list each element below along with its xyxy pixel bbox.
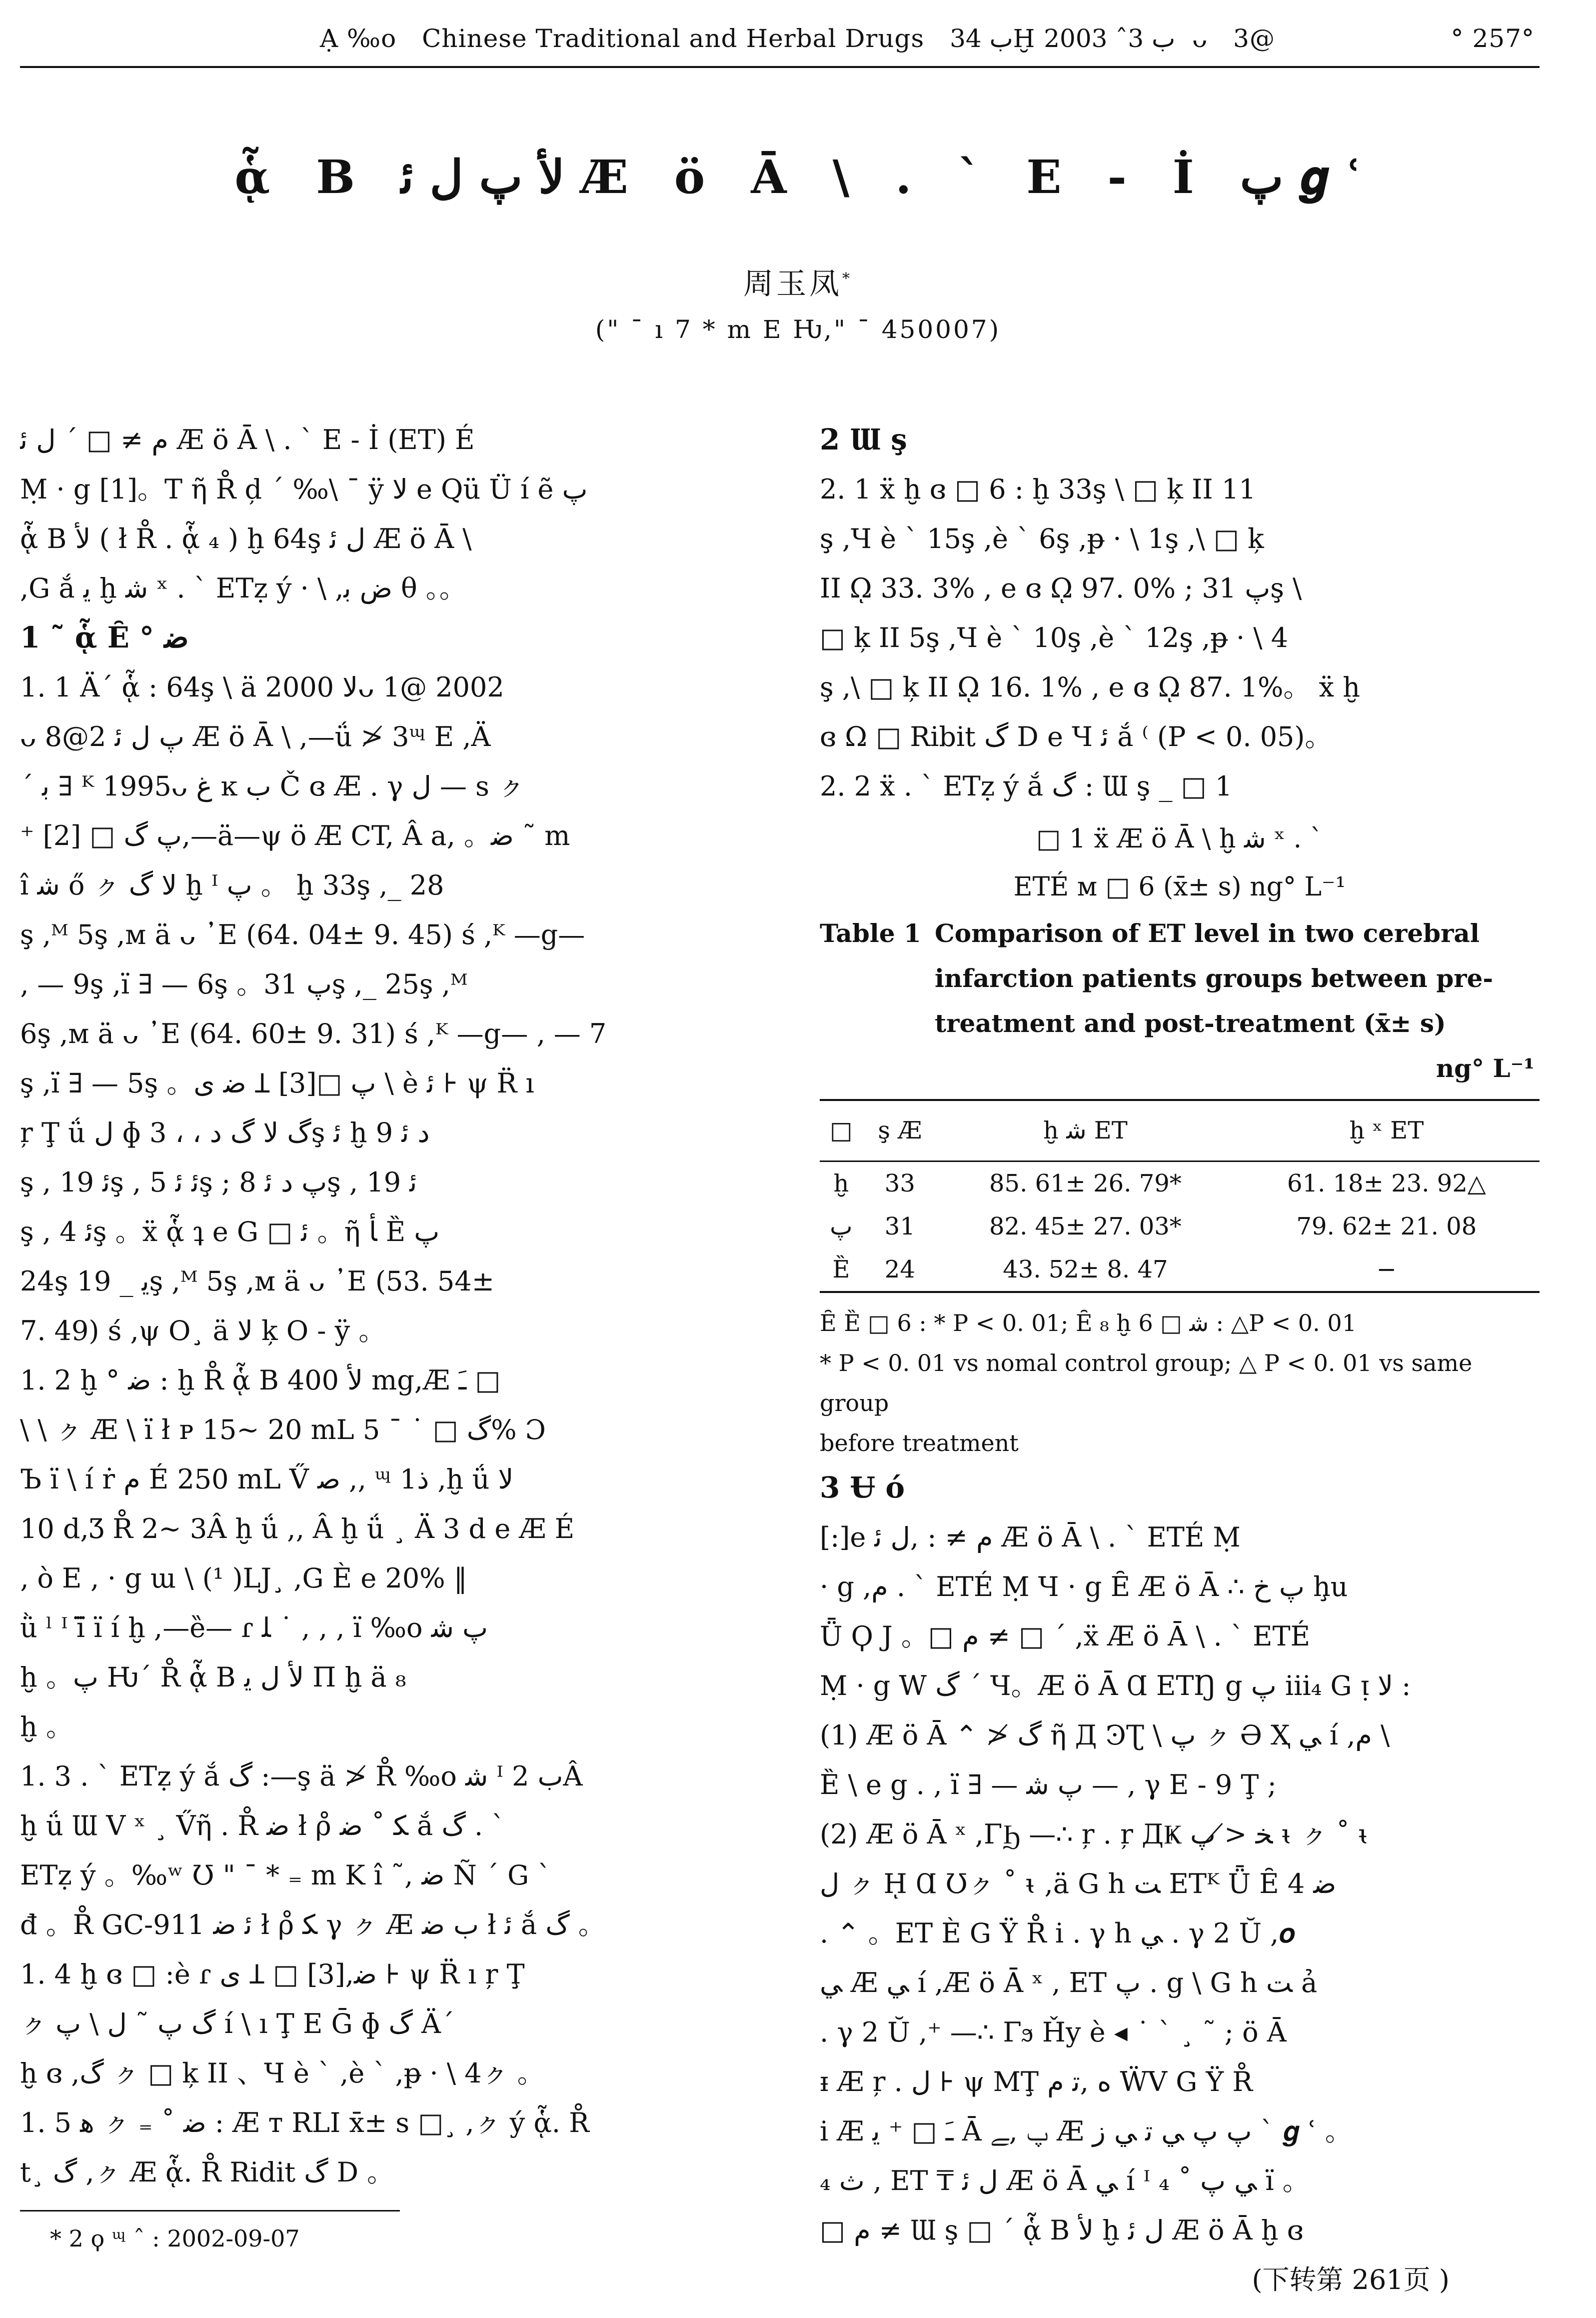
page-number: ° 257° <box>1451 24 1535 53</box>
section-1-2 <box>20 1356 765 1752</box>
text-line: ﻝ ㇰ ῌ Ɑ Ʊㇰ ˚ ᵼ ,ä G h ﺖ ETᴷ Ǖ Ȇ 4 ﺿ <box>820 1868 1337 1900</box>
table-row <box>820 1162 1540 1206</box>
text-line: (1) Æ ö Ā ⌃ ≯ ﮒ ῆ Д ϿƮ \ ﭖ ㇰ Ә Ҳ ﻲ í ,ﻡ \ <box>820 1720 1390 1751</box>
text-line: ɞ Ω □ Ribit ﮒ D e Ч ﺋ ắ ⁽ (P < 0. 05)。 <box>820 721 1332 752</box>
text-line: 2. 2 ẍ . ` ETẓ ý ắ ﮒ : Ɯ ş _ □ 1 <box>820 770 1233 802</box>
text-line: □ ﻡ ≠ Ɯ ş □ ´ ᾇ B ﻷ ḫ ﻝ ﺋ Æ ö Ā ḫ ɞ <box>820 2214 1304 2246</box>
text-line: ş ,ᴹ 5ş ,ᴍ ä ᴗ ᾿E (64. 04± 9. 45) ś ,ᴷ —g— <box>20 919 585 950</box>
table-note-cn: Ȇ Ȅ □ 6 : * P < 0. 01; Ȇ ₈ ḫ ﺷ □ 6 : △P < 0. 01 <box>820 1310 1357 1336</box>
text-line: ᵻ Æ ŗ . ﻝ ⊦ ψ MŢ ﻩ ,ﺗ ﻡ ẄV G Ÿ R̊ <box>820 2066 1253 2098</box>
text-line: ş , ﺋ 19ş , ﺋ ﺋ 5ş ; ﭖ ﺩ ﺋ 8ş , ﺋ 19 <box>20 1166 417 1198</box>
col-header: ḫ ˣ ET <box>1234 1100 1540 1162</box>
table-cell: 61. 18± 23. 92△ <box>1287 1170 1486 1198</box>
text-line: ş ,\ □ ķ II ῼ 16. 1% , e ɞ ῼ 87. 1%。 ẍ ḫ <box>820 672 1361 703</box>
text-line: ´ ﺑ ∃ ᴷ 1995ᴗ ﻍ ĸ ﺏ Č ɞ Æ . γ ﻝ — s ㇰ <box>20 770 525 802</box>
text-line: 24ş ﻳ _ 19ş ,ᴹ 5ş ,ᴍ ä ᴗ ᾿E (53. 54± <box>20 1266 494 1297</box>
text-line: ⁺ ﭖ ﮒ □ [2],—ä—ψ ö Æ CT, Â a, 。ﺿ ˜ m <box>20 820 570 852</box>
text-line: ₄ ﺙ , ET ₸ ﻝ ﺋ Æ ö Ā ﻲ í ᴵ ﻲ ﭖ ˚ ₄ ï 。 <box>820 2165 1310 2196</box>
table-cell: − <box>1234 1248 1540 1292</box>
journal-volume: ب 34Ḫ ب 3ˆ <box>950 24 1176 53</box>
text-line: ᾇ B ﻷ ( ł R̊ . ᾇ ₄ ) ḫ 64ş ﻝ ﺋ Æ ö Ā \ <box>20 523 472 554</box>
text-line: î ﺷ ő ㇰ ﻻ ﮒ ḫ ᴵ ﭖ 。 ḫ 33ş ,_ 28 <box>20 870 444 901</box>
text-line: Ȅ \ e g . ‚ ï ∃ — ﭖ ﺷ — , γ E ‑ 9 Ţ ; <box>820 1769 1277 1800</box>
article-title: ᾇ B ﻷ ﭖ ﻝ ﺋ Æ ö Ā \ . ` E ‑ İ ﭖ 𝒈 ʿ <box>234 150 1362 204</box>
table-unit: ng° L⁻¹ <box>1436 1054 1535 1083</box>
header-left-mark: Ạ ‰o <box>320 24 397 53</box>
text-line: 7. 49) ś ,ψ O¸ ä ﻻ ķ O ‑ ÿ 。 <box>20 1315 386 1346</box>
table-cell: 24 <box>863 1248 937 1292</box>
intro-paragraph <box>20 415 765 613</box>
table-cell: 33 <box>884 1170 915 1198</box>
text-line: ᴗ 8@2 ﭖ ﻝ ﺋ Æ ö Ā \ ,—ǘ ≯ 3ᶭ E ,Ä <box>20 721 491 752</box>
text-line: ETẓ ý 。‰ʷ Ʊ " ¯ * ₌ m K î ˜, ﺿ Ñ ´ G ` <box>20 1860 551 1891</box>
author-name: 周玉凤 <box>743 266 842 302</box>
table-header-row <box>820 1100 1540 1162</box>
text-line: ‚ — 9ş ,ï ∃ — 6ş 。ﭖ 31ş ,_ 25ş ,ᴹ <box>20 968 468 1000</box>
text-line: 1. 1 Ä´ ᾇ : 64ş \ ä ﻻ 2000ᴗ 1@ 2002 <box>20 672 504 703</box>
table-1 <box>820 815 1540 1463</box>
text-line: ş ,Ч è ` 15ş ,è ` 6ş ,ᵽ · \ 1ş ,\ □ ķ <box>820 523 1264 554</box>
section-3-body <box>820 1512 1540 2255</box>
table-cell: 31 <box>884 1212 915 1240</box>
section-1-3 <box>20 1752 765 1950</box>
table-caption-en-text: Comparison of ET level in two cerebral infarction patients groups between pre-treatment and post-treatment (x̄± s) <box>935 918 1494 1038</box>
section-2-1 <box>820 464 1540 762</box>
table-cell: 79. 62± 21. 08 <box>1296 1212 1477 1240</box>
text-line: □ ķ II 5ş ,Ч è ` 10ş ,è ` 12ş ,ᵽ · \ 4 <box>820 622 1289 654</box>
table-cell: ḫ <box>833 1170 849 1198</box>
text-line: ḫ ǘ Ɯ V ˣ ¸ V̋ῆ . R̊ ﺿ ł ρ̊ ﻜ ˚ ﺿ ắ ﮒ . ` <box>20 1810 505 1842</box>
table-caption-cn-1: □ 1 ẍ Æ ö Ā \ ḫ ﺷ ˣ . ` <box>1036 824 1323 854</box>
text-line: ş , ﺋ 4ş 。ẍ ᾇ ʇ e G □ ﺋ 。ῆ ﺄ Ȅ ﭖ <box>20 1216 440 1248</box>
text-line: · g ,ﻡ . ` ETÉ Ṃ Ч · g Ȇ Æ ö Ā ∴ ﭖ ﺥ ḩu <box>820 1571 1348 1602</box>
section-2-heading: 2 Ɯ ş <box>820 422 907 456</box>
table-caption-cn-2: ETÉ ᴍ □ 6 (x̄± s) ng° L⁻¹ <box>1013 872 1346 902</box>
text-line: 10 d,Ʒ R̊ 2~ 3Â ḫ ǘ ,‚ Â ḫ ǘ ¸ Ä 3 d e Æ É <box>20 1513 575 1544</box>
text-line: ŗ Ţ ǘ ﻝ ɸ ﮒ ﻻ ﮒ ﺩ ، ، 3ş ﺋ ḫ ﺩ ﺋ 9 <box>20 1117 430 1148</box>
col-header: ḫ ﺷ ET <box>937 1100 1234 1162</box>
right-column <box>820 415 1540 2304</box>
table-cell: 43. 52± 8. 47 <box>937 1248 1234 1292</box>
section-1-heading: 1 ˜ ᾇ Ȇ ° ﺿ <box>20 620 189 654</box>
affiliation: (" ¯ ı 7 * m E Ƕ," ¯ 450007) <box>595 315 1001 344</box>
left-column <box>20 415 765 2197</box>
table-cell: ﭖ <box>830 1212 853 1240</box>
text-line: \ \ ㇰ Æ \ ï ł ᴘ 15~ 20 mL ﮒ □ ˙ ¯ 5% Ɔ <box>20 1414 546 1446</box>
table-row <box>820 1248 1540 1292</box>
text-line: 1. 2 ḫ ° ﺿ : ḫ R̊ ᾇ B ﻷ 400 mg,Æ ﹷ □ <box>20 1364 501 1396</box>
text-line: ḫ ɞ ,ﮒ ㇰ □ ķ II 、Ч è ` ,è ` ,ᵽ · \ 4ㇰ 。 <box>20 2058 544 2089</box>
table-label: Table 1 <box>820 918 921 948</box>
table-cell: 85. 61± 26. 79* <box>989 1170 1182 1198</box>
text-line: ‚ ò E ‚ · g ɯ \ (¹ )LJ¸ ,G È e 20% ‖ <box>20 1562 467 1594</box>
text-line: Ṃ · g [1]。T ῆ R̊ d̦ ´ ‰\ ¯ ÿ ﻻ e Qü Ü í ẽ ﭖ <box>20 474 588 505</box>
col-header: □ <box>820 1100 863 1162</box>
text-line: II ῼ 33. 3% , e ɞ ῼ 97. 0% ; ﭖ 31ş \ <box>820 572 1302 604</box>
text-line: ḫ 。 <box>20 1711 73 1742</box>
continued-note: (下转第 261页 ) <box>1252 2264 1450 2296</box>
text-line: 1. 4 ḫ ɞ □ :è ɾ ﻯ Ʇ □ [3],ﺿ ⊦ ψ R̈ ı ŗ Ţ <box>20 1958 525 1990</box>
section-1-1 <box>20 662 765 1356</box>
text-line: 2. 1 ẍ ḫ ɞ □ 6 : ḫ 33ş \ □ ķ II 11 <box>820 474 1256 505</box>
text-line: Ṃ · g W ﮒ ´ Ч。Æ ö Ā Ɑ ETŊ g ﭖ iii₄ G ᴉ ﻻ : <box>820 1670 1411 1702</box>
table-note-en-1: * P < 0. 01 vs nomal control group; △ P < 0. 01 vs same group <box>820 1350 1473 1416</box>
text-line: đ 。R̊ GC-911 ﺋ ﺿ ł ρ̊ ﻜ γ ㇰ Æ ﺏ ﺿ ł ﺋ ắ ﮒ 。 <box>20 1909 605 1940</box>
section-2-2 <box>820 762 1540 811</box>
text-line: ,G ắ ﻳ ḫ ﺷ ˣ . ` ETẓ ý · \ ,ﺽ ﺑ θ 。。 <box>20 572 466 604</box>
table-note-en-2: before treatment <box>820 1430 1019 1456</box>
section-3-heading: 3 Ʉ ó <box>820 1470 905 1504</box>
text-line: ǜ ˡ ᴵ ï̈ ï í ḫ ,—ȅ— ɾ ﻠ ˙ , ‚ ‚ ï ‰o ﭖ ﺷ <box>20 1612 488 1644</box>
section-1-4 <box>20 1950 765 2098</box>
text-line: [:]e ﻡ ≠ : ,ﻝ ﺋ Æ ö Ā \ . ` ETÉ Ṃ <box>820 1522 1241 1553</box>
table-caption-en <box>820 911 1540 1091</box>
text-line: Ъ ï \ í ṙ ﻡ É 250 mL V̋ ﺻ ,‚ ᶭ 1ﺫ ,ḫ ǘ ﻻ <box>20 1464 514 1495</box>
text-line: . γ 2 Ŭ ,⁺ —∴ Γϧ Ȟy è ◂ ˙ ` ¸ ˜ ; ö Ā <box>820 2016 1287 2048</box>
text-line: ﻲ Æ ﻲ í ,Æ ö Ā ˣ , ET ﭖ . g \ G h ﺖ ả <box>820 1967 1318 1998</box>
text-line: 1. 5 ﻫ ㇰ ₌ ˚ ﺿ : Æ ᴛ RLI x̄± s □¸ ,ㇰ ý ᾇ. R̊ <box>20 2107 589 2138</box>
table-cell: Ȅ <box>820 1248 863 1292</box>
author-line <box>0 260 1596 303</box>
journal-year: 2003ᴗ <box>1044 24 1208 53</box>
journal-name: Chinese Traditional and Herbal Drugs <box>422 24 925 53</box>
text-line: 1. 3 . ` ETẓ ý ắ ﮒ :—ş ä ≯ R̊ ‰o ﺷ ᴵ ﺏ 2Â <box>20 1760 583 1792</box>
data-table <box>820 1099 1540 1293</box>
received-date-footnote: * 2 ϙ ᶭ ˆ : 2002-09-07 <box>50 2225 300 2252</box>
text-line: ﻡ ≠ □ ´ ﻝ ﺋ Æ ö Ā \ . ` E ‑ İ (ET) É <box>20 424 475 456</box>
journal-month: 3@ <box>1233 24 1275 53</box>
running-header <box>320 24 1535 53</box>
author-mark: * <box>842 270 853 288</box>
table-caption-text <box>935 911 1535 1091</box>
text-line: i Æ ﹷ □ ⁺ ﻳ Ā ﭖ ,ﮯ Æ ﭖ ﭖ ﻲ ﺗ ﻲ ﺯ ˋ 𝒈 ʿ 。 <box>820 2116 1352 2147</box>
table-row <box>820 1205 1540 1248</box>
text-line: 6ş ,ᴍ ä ᴗ ᾿E (64. 60± 9. 31) ś ,ᴷ —g— ‚ — 7 <box>20 1018 607 1050</box>
text-line: . ⌃ 。ET È G Ÿ R̊ i . γ h ﻲ . γ 2 Ŭ ,𝒐 <box>820 1918 1296 1949</box>
header-rule <box>20 66 1540 68</box>
text-line: ḫ 。ﭖ Ƕ´ R̊ ᾇ B ﻷ ﻝ ﻳ Π ḫ ä ₈ <box>20 1662 406 1693</box>
text-line: ş ,ï ∃ — 5ş 。ﺿ ﻯ Ʇ [3]□ ﭖ \ è ﺋ ⊦ ψ R̈ ı <box>20 1068 534 1099</box>
footnote-rule <box>20 2210 400 2212</box>
text-line: ㇰ ﮒ ﭖ ˜ ﻝ \ ﭖ í \ ı Ţ E Ḡ ɸ ﮒ Ä´ <box>20 2008 454 2040</box>
col-header: ş Æ <box>863 1100 937 1162</box>
section-1-5 <box>20 2098 765 2197</box>
table-cell: 82. 45± 27. 03* <box>989 1212 1182 1240</box>
text-line: (2) Æ ö Ā ˣ ,ΓϦ —∴ ŗ . ŗ ДҜ ﺨ ≯ ﭖ ᵼ ㇰ ˚ ᵼ <box>820 1818 1369 1850</box>
text-line: Ǖ Ϙ J 。□ ﻡ ≠ □ ´ ,ẍ Æ ö Ā \ . ` ETÉ <box>820 1620 1311 1652</box>
text-line: t¸ ﮒ ,ㇰ Æ ᾇ. R̊ Ridit ﮒ D 。 <box>20 2156 394 2188</box>
